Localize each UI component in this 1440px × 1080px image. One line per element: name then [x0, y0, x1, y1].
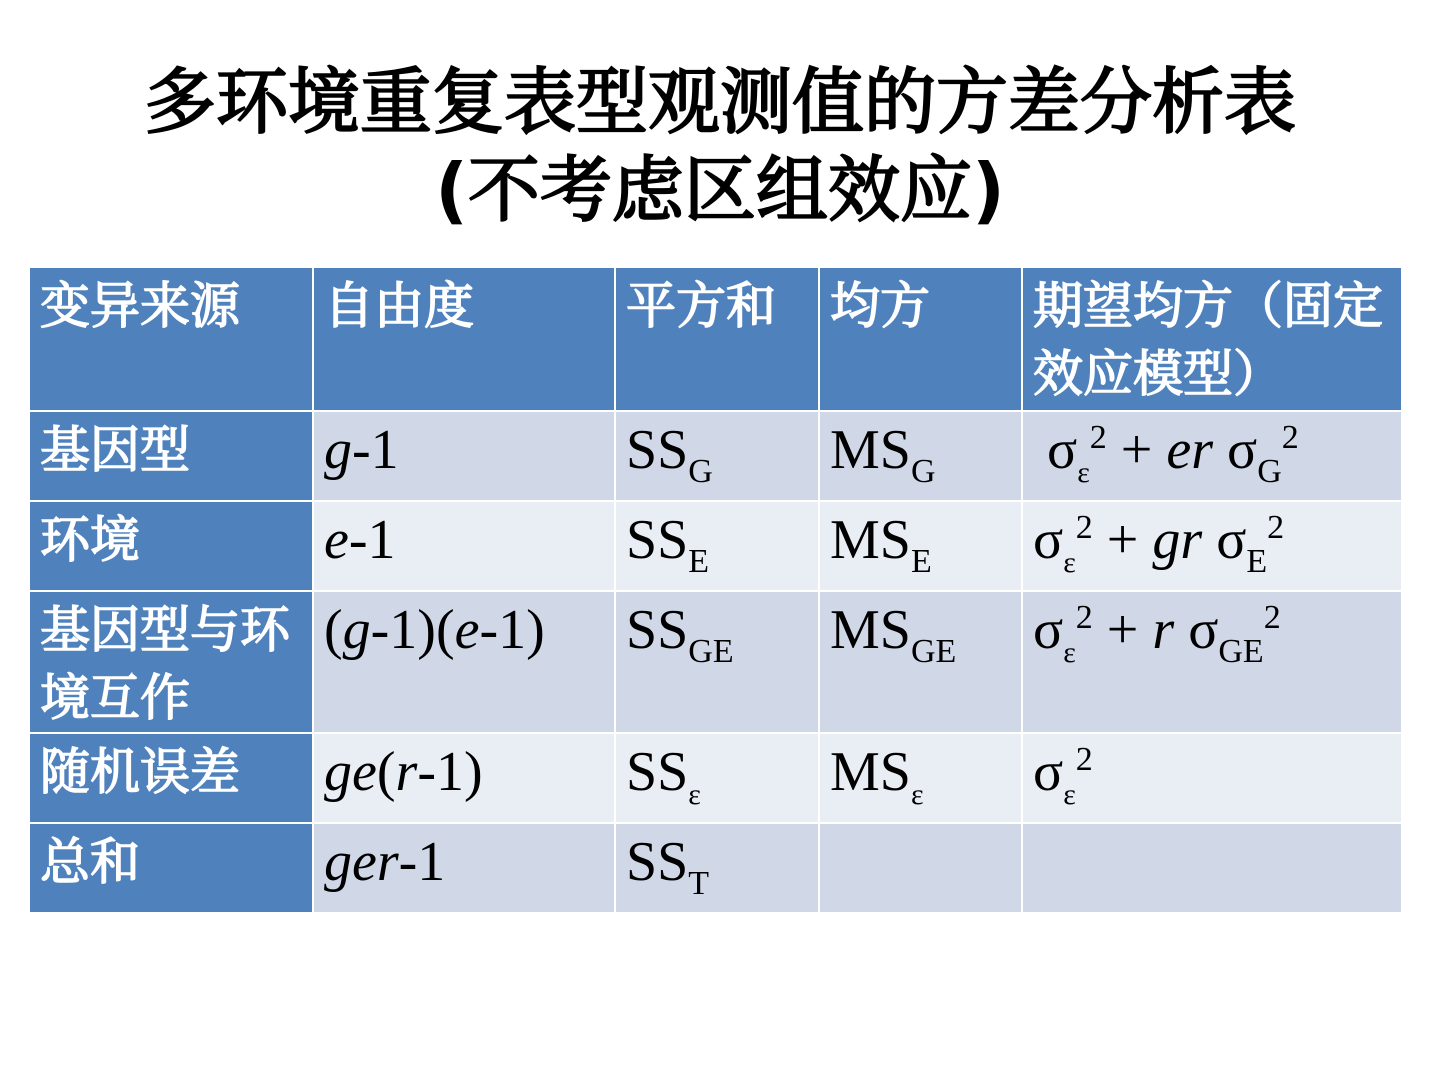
df-cell: (g-1)(e-1)	[313, 591, 615, 733]
header-ms: 均方	[819, 267, 1022, 411]
source-cell: 随机误差	[29, 733, 313, 823]
title-line-2: (不考虑区组效应)	[435, 148, 1005, 232]
table-header-row	[29, 267, 1402, 411]
source-cell: 基因型与环境互作	[29, 591, 313, 733]
ss-cell: $SS_G$	[615, 411, 819, 501]
df-cell: ge(r-1)	[313, 733, 615, 823]
ems-cell: $\sigma_\varepsilon^2$ + er $\sigma_G^2$	[1022, 411, 1402, 501]
source-cell: 基因型	[29, 411, 313, 501]
ems-cell: $\sigma_\varepsilon^2 + r$ $\sigma_{GE}^2$	[1022, 591, 1402, 733]
ms-cell: $MS_G$	[819, 411, 1022, 501]
ms-cell: $MS_\varepsilon$	[819, 733, 1022, 823]
table-row	[29, 823, 1402, 913]
ss-cell: $SS_\varepsilon$	[615, 733, 819, 823]
ms-cell: $MS_E$	[819, 501, 1022, 591]
ss-cell: $SS_T$	[615, 823, 819, 913]
table-row	[29, 733, 1402, 823]
header-df: 自由度	[313, 267, 615, 411]
ems-cell: $\sigma_\varepsilon^2$ + gr $\sigma_E^2$	[1022, 501, 1402, 591]
title-line-1: 多环境重复表型观测值的方差分析表	[143, 60, 1296, 144]
header-source: 变异来源	[29, 267, 313, 411]
table-row	[29, 591, 1402, 733]
ems-cell	[1022, 823, 1402, 913]
header-ss: 平方和	[615, 267, 819, 411]
df-cell: g-1	[313, 411, 615, 501]
df-cell: ger-1	[313, 823, 615, 913]
ss-cell: $SS_E$	[615, 501, 819, 591]
slide-title	[0, 58, 1440, 234]
table-row	[29, 501, 1402, 591]
ms-cell	[819, 823, 1022, 913]
ms-cell: $MS_{GE}$	[819, 591, 1022, 733]
ems-cell: $\sigma_\varepsilon^2$	[1022, 733, 1402, 823]
anova-table	[28, 266, 1403, 914]
ss-cell: $SS_{GE}$	[615, 591, 819, 733]
df-cell: e-1	[313, 501, 615, 591]
header-ems: 期望均方（固定效应模型）	[1022, 267, 1402, 411]
table-row	[29, 411, 1402, 501]
source-cell: 总和	[29, 823, 313, 913]
source-cell: 环境	[29, 501, 313, 591]
